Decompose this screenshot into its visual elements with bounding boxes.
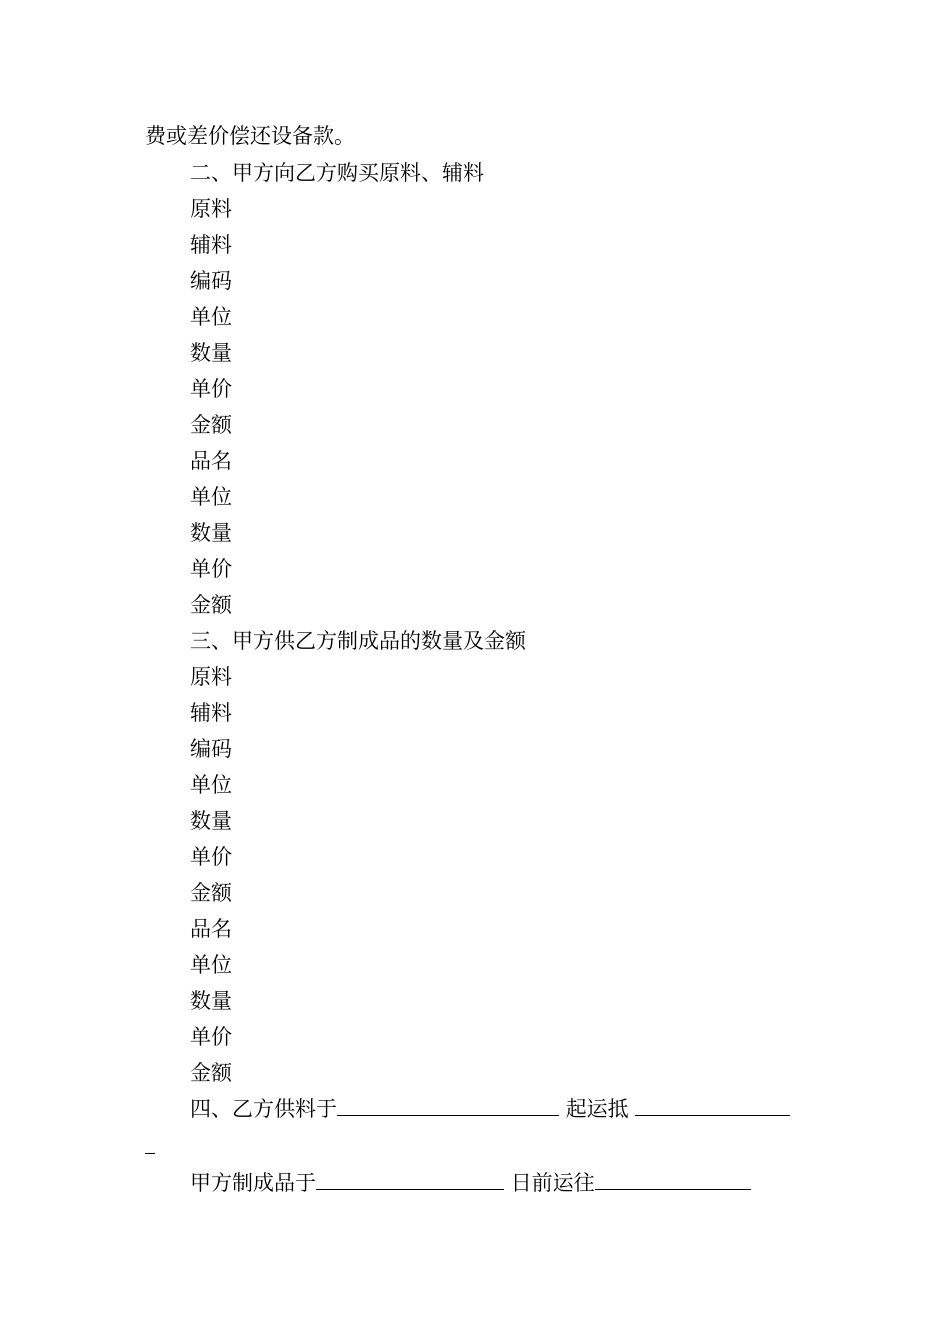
section3-item: 辅料 <box>190 701 232 725</box>
section4-line1-prefix: 四、乙方供料于 <box>190 1097 337 1121</box>
section2-item: 单价 <box>190 557 232 581</box>
section2-item: 数量 <box>190 521 232 545</box>
section3-item: 单位 <box>190 773 232 797</box>
section3-item: 金额 <box>190 1061 232 1085</box>
section2-item: 数量 <box>190 341 232 365</box>
section3-item: 单价 <box>190 1025 232 1049</box>
section3-item: 数量 <box>190 809 232 833</box>
section2-item: 单价 <box>190 377 232 401</box>
section2-item: 品名 <box>190 449 232 473</box>
section2-item: 金额 <box>190 593 232 617</box>
section4-line1 <box>190 1091 790 1127</box>
section2-item: 金额 <box>190 413 232 437</box>
supply-date-blank[interactable] <box>337 1091 559 1116</box>
section4-line2-prefix: 甲方制成品于 <box>190 1171 316 1195</box>
section3-item: 品名 <box>190 917 232 941</box>
section4-line2-middle: 日前运往 <box>510 1171 595 1195</box>
section2-heading: 二、甲方向乙方购买原料、辅料 <box>190 161 484 185</box>
section3-item: 编码 <box>190 737 232 761</box>
finished-goods-date-blank[interactable] <box>316 1165 504 1190</box>
ship-to-blank[interactable] <box>595 1165 751 1190</box>
section2-item: 单位 <box>190 305 232 329</box>
section3-item: 单位 <box>190 953 232 977</box>
continuation-underline <box>145 1153 155 1154</box>
section4-line1-middle: 起运抵 <box>565 1097 629 1121</box>
opening-line: 费或差价偿还设备款。 <box>145 124 355 148</box>
section3-heading: 三、甲方供乙方制成品的数量及金额 <box>190 629 526 653</box>
section4-line2 <box>190 1165 751 1201</box>
section3-item: 数量 <box>190 989 232 1013</box>
section3-item: 单价 <box>190 845 232 869</box>
section3-item: 金额 <box>190 881 232 905</box>
section2-item: 原料 <box>190 197 232 221</box>
section2-item: 辅料 <box>190 233 232 257</box>
section2-item: 单位 <box>190 485 232 509</box>
section3-item: 原料 <box>190 665 232 689</box>
destination-blank[interactable] <box>635 1091 790 1116</box>
section2-item: 编码 <box>190 269 232 293</box>
